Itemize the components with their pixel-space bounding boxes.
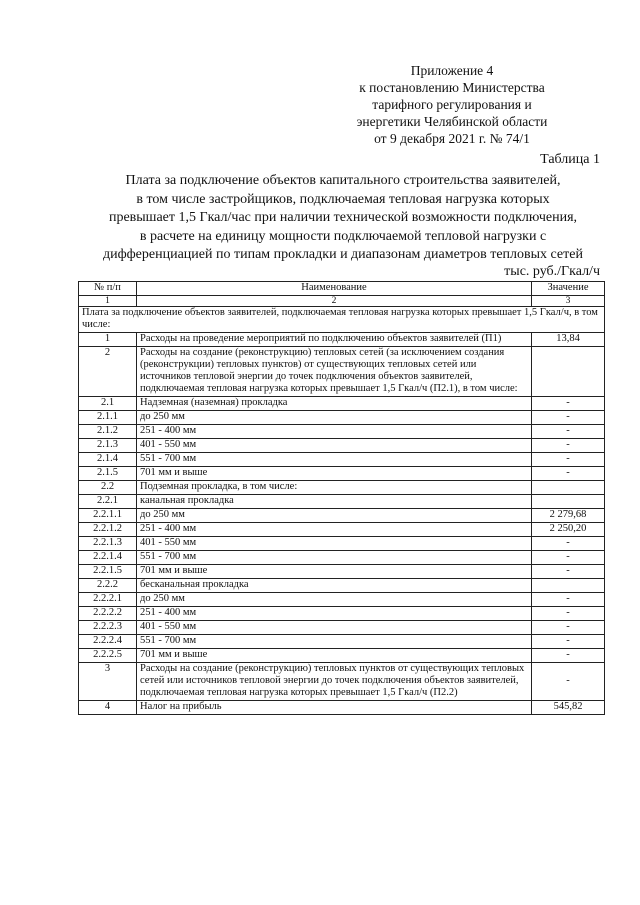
row-number: 2.2: [79, 480, 137, 494]
appendix-line: тарифного регулирования и: [372, 97, 532, 112]
row-value: -: [532, 662, 605, 700]
row-name: 401 - 550 мм: [137, 536, 532, 550]
row-name: до 250 мм: [137, 410, 532, 424]
table-row: [79, 536, 605, 550]
row-value: [532, 494, 605, 508]
units-label: тыс. руб./Гкал/ч: [504, 264, 600, 279]
row-value: -: [532, 550, 605, 564]
row-name: 551 - 700 мм: [137, 550, 532, 564]
table-row: [79, 592, 605, 606]
header-name: Наименование: [137, 282, 532, 296]
row-value: -: [532, 452, 605, 466]
row-name: Подземная прокладка, в том числе:: [137, 480, 532, 494]
table-row: [79, 396, 605, 410]
row-number: 2.2.1.3: [79, 536, 137, 550]
table-row: [79, 620, 605, 634]
row-number: 2.2.2.1: [79, 592, 137, 606]
header-value: Значение: [532, 282, 605, 296]
row-value: -: [532, 410, 605, 424]
title-line: в расчете на единицу мощности подключаемой тепловой нагрузки с: [139, 228, 547, 244]
appendix-line: Приложение 4: [410, 63, 494, 78]
row-value: -: [532, 396, 605, 410]
table-row: [79, 438, 605, 452]
row-value: 13,84: [532, 332, 605, 346]
title-line: Плата за подключение объектов капитального строительства заявителей,: [125, 173, 561, 188]
row-number: 3: [79, 662, 137, 700]
row-name: 551 - 700 мм: [137, 452, 532, 466]
row-name: Надземная (наземная) прокладка: [137, 396, 532, 410]
appendix-block: [322, 62, 582, 147]
row-number: 2.1.5: [79, 466, 137, 480]
row-value: -: [532, 564, 605, 578]
table-row: [79, 466, 605, 480]
row-value: -: [532, 606, 605, 620]
row-number: 1: [79, 332, 137, 346]
row-value: -: [532, 648, 605, 662]
table-row: [79, 508, 605, 522]
row-number: 2: [79, 346, 137, 396]
row-value: 2 279,68: [532, 508, 605, 522]
row-value: -: [532, 620, 605, 634]
row-number: 2.2.2.4: [79, 634, 137, 648]
row-value: -: [532, 592, 605, 606]
row-name: 401 - 550 мм: [137, 620, 532, 634]
table-row: [79, 634, 605, 648]
appendix-line: энергетики Челябинской области: [356, 114, 548, 129]
header-num: № п/п: [79, 282, 137, 296]
row-name: 701 мм и выше: [137, 648, 532, 662]
row-value: 545,82: [532, 700, 605, 714]
table-header-row: [79, 282, 605, 296]
row-name: Расходы на создание (реконструкцию) тепловых сетей (за исключением создания (реконструкции) тепловых пунктов) от существующих тепловых сетей или источников тепловой энергии до точек подключения объектов заявителей, подключаемая тепловая нагрузка которых превышает 1,5 Гкал/ч (П2.1), в том числе:: [137, 346, 532, 396]
row-name: 701 мм и выше: [137, 466, 532, 480]
row-name: Налог на прибыль: [137, 700, 532, 714]
table-row: [79, 662, 605, 700]
row-name: Расходы на создание (реконструкцию) тепловых пунктов от существующих тепловых сетей или источников тепловой энергии до точек подключения объектов заявителей, подключаемая тепловая нагрузка которых превышает 1,5 Гкал/ч (П2.2): [137, 662, 532, 700]
col-number: 3: [532, 296, 605, 307]
row-name: Расходы на проведение мероприятий по подключению объектов заявителей (П1): [137, 332, 532, 346]
document-title: [60, 172, 626, 265]
row-name: канальная прокладка: [137, 494, 532, 508]
table-row: [79, 494, 605, 508]
row-number: 2.2.1.1: [79, 508, 137, 522]
tariff-table: [78, 281, 605, 715]
row-name: 551 - 700 мм: [137, 634, 532, 648]
row-value: [532, 480, 605, 494]
table-row: [79, 480, 605, 494]
row-name: 251 - 400 мм: [137, 606, 532, 620]
row-number: 2.2.1.4: [79, 550, 137, 564]
col-number: 1: [79, 296, 137, 307]
table-row: [79, 522, 605, 536]
title-line: в том числе застройщиков, подключаемая тепловая нагрузка которых: [136, 191, 550, 207]
row-value: [532, 346, 605, 396]
row-number: 2.1.3: [79, 438, 137, 452]
table-row: [79, 648, 605, 662]
row-name: до 250 мм: [137, 508, 532, 522]
row-number: 2.2.1: [79, 494, 137, 508]
row-value: -: [532, 466, 605, 480]
table-row: [79, 564, 605, 578]
row-number: 4: [79, 700, 137, 714]
row-number: 2.1: [79, 396, 137, 410]
row-value: -: [532, 536, 605, 550]
row-value: 2 250,20: [532, 522, 605, 536]
table-row: [79, 452, 605, 466]
row-value: -: [532, 424, 605, 438]
column-number-row: [79, 296, 605, 307]
appendix-line: к постановлению Министерства: [359, 80, 545, 95]
row-number: 2.2.2.5: [79, 648, 137, 662]
row-number: 2.2.2: [79, 578, 137, 592]
table-row: [79, 578, 605, 592]
row-value: -: [532, 634, 605, 648]
row-number: 2.2.1.5: [79, 564, 137, 578]
row-number: 2.2.2.2: [79, 606, 137, 620]
row-number: 2.1.1: [79, 410, 137, 424]
row-value: -: [532, 438, 605, 452]
row-number: 2.2.1.2: [79, 522, 137, 536]
table-row: [79, 700, 605, 714]
row-number: 2.2.2.3: [79, 620, 137, 634]
row-name: бесканальная прокладка: [137, 578, 532, 592]
row-name: 251 - 400 мм: [137, 522, 532, 536]
title-line: дифференциацией по типам прокладки и диапазонам диаметров тепловых сетей: [103, 247, 583, 262]
table-row: [79, 424, 605, 438]
table-row: [79, 606, 605, 620]
table-row: [79, 550, 605, 564]
row-name: 251 - 400 мм: [137, 424, 532, 438]
title-line: превышает 1,5 Гкал/час при наличии технической возможности подключения,: [108, 210, 578, 225]
table-label: Таблица 1: [540, 152, 600, 167]
row-number: 2.1.4: [79, 452, 137, 466]
row-name: 701 мм и выше: [137, 564, 532, 578]
table-row: [79, 410, 605, 424]
appendix-line: от 9 декабря 2021 г. № 74/1: [374, 131, 530, 146]
row-value: [532, 578, 605, 592]
col-number: 2: [137, 296, 532, 307]
section-row: [79, 307, 605, 333]
row-name: до 250 мм: [137, 592, 532, 606]
table-row: [79, 332, 605, 346]
row-number: 2.1.2: [79, 424, 137, 438]
table-row: [79, 346, 605, 396]
row-name: 401 - 550 мм: [137, 438, 532, 452]
section-title: Плата за подключение объектов заявителей, подключаемая тепловая нагрузка которых превышает 1,5 Гкал/ч, в том числе:: [79, 307, 605, 333]
